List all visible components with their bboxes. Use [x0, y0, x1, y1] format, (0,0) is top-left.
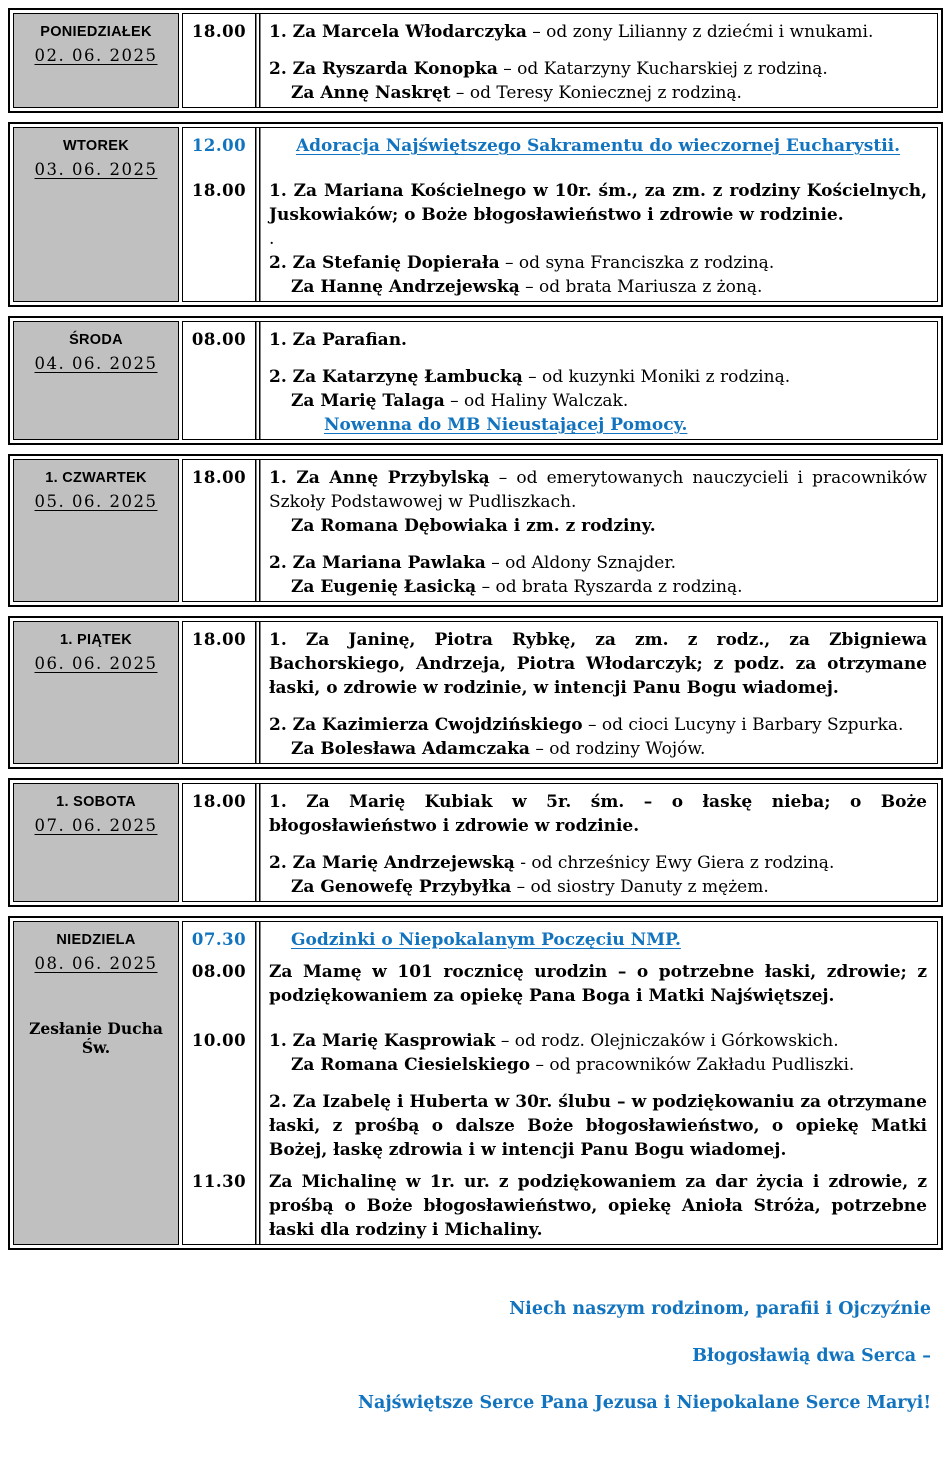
intention-text: – od Katarzyny Kucharskiej z rodziną. — [497, 59, 828, 79]
intention-line: Za Romana Dębowiaka i zm. z rodziny. — [291, 516, 656, 536]
intention-line — [269, 158, 927, 171]
intention-text: Za Hannę Andrzejewską — [291, 277, 520, 297]
intention-text: - od chrześnicy Ewy Giera z rodziną. — [514, 853, 835, 873]
day-row — [8, 916, 943, 1250]
intention-text: 2. Za Stefanię Dopierała — [269, 253, 500, 273]
intentions-cell — [255, 922, 937, 954]
blessing-line-2: Błogosławią dwa Serca – — [692, 1346, 931, 1366]
intention-line: . — [269, 229, 275, 249]
time-cell — [183, 784, 255, 901]
schedule-table — [8, 8, 943, 1250]
time-label: 08.00 — [191, 330, 247, 349]
intention-line — [269, 389, 927, 413]
intention-line — [269, 1008, 927, 1021]
intentions-grid — [182, 321, 938, 440]
intentions-grid — [182, 459, 938, 602]
intention-line: 1. Za Marię Kubiak w 5r. śm. – o łaskę nieba; o Boże błogosławieństwo i zdrowie w rodzinie. — [269, 792, 927, 836]
intention-text: Za Marię Talaga — [291, 391, 445, 411]
intention-text: 2. Za Mariana Pawlaka — [269, 553, 486, 573]
intention-line — [269, 737, 927, 761]
time-label: 07.30 — [191, 930, 247, 949]
day-cell — [13, 783, 179, 902]
intention-text: – od Haliny Walczak. — [444, 391, 629, 411]
intentions-cell — [255, 622, 937, 763]
time-cell — [183, 954, 255, 1023]
intention-text: – od Aldony Sznajder. — [485, 553, 676, 573]
intention-text: – od syna Franciszka z rodziną. — [499, 253, 775, 273]
intention-text: Za Eugenię Łasicką — [291, 577, 477, 597]
time-label: 12.00 — [191, 136, 247, 155]
intention-line: 1. Za Mariana Kościelnego w 10r. śm., za zm. z rodziny Kościelnych, Juskowiaków; o Boże błogosławieństwo i zdrowie w rodzinie. — [269, 181, 927, 225]
intention-line — [269, 538, 927, 551]
day-label: WTOREK — [63, 138, 129, 154]
intention-line — [269, 838, 927, 851]
intentions-cell — [255, 954, 937, 1023]
intention-line: Za Michalinę w 1r. ur. z podziękowaniem za dar życia i zdrowie, z prośbą o Boże błogosławieństwo, opiekę Anioła Stróża, potrzebne łaski dla rodziny i Michaliny. — [269, 1172, 927, 1240]
intention-line — [269, 1077, 927, 1090]
intention-text: – od emerytowanych nauczycieli i pracowników Szkoły Podstawowej w Pudliszkach. — [269, 468, 927, 512]
intention-line — [269, 1053, 927, 1077]
intention-text: 1. Za Marię Kasprowiak — [269, 1031, 496, 1051]
intention-text: – od cioci Lucyny i Barbary Szpurka. — [582, 715, 904, 735]
intention-text: 2. Za Marię Andrzejewską — [269, 853, 515, 873]
time-label: 10.00 — [191, 1031, 247, 1050]
intention-line — [269, 575, 927, 599]
day-date: 04. 06. 2025 — [34, 354, 158, 373]
intentions-cell — [255, 1164, 937, 1244]
intention-line: Godzinki o Niepokalanym Poczęciu NMP. — [291, 930, 681, 950]
time-cell — [183, 14, 255, 107]
intention-text: 2. Za Ryszarda Konopka — [269, 59, 498, 79]
day-cell — [13, 321, 179, 440]
day-row — [8, 454, 943, 607]
day-cell — [13, 13, 179, 108]
intentions-cell — [255, 460, 937, 601]
blessing-line-3: Najświętsze Serce Pana Jezusa i Niepokalane Serce Maryi! — [357, 1393, 931, 1413]
intention-line — [269, 365, 927, 389]
intention-line — [269, 44, 927, 57]
intention-line — [269, 275, 927, 299]
intentions-grid — [182, 127, 938, 302]
intention-line — [269, 851, 927, 875]
day-cell — [13, 621, 179, 764]
day-label: PONIEDZIAŁEK — [40, 24, 152, 40]
intention-text: Za Annę Naskręt — [291, 83, 451, 103]
intention-line — [269, 57, 927, 81]
day-date: 07. 06. 2025 — [34, 816, 158, 835]
day-label: 1. CZWARTEK — [45, 470, 147, 486]
time-cell — [183, 1164, 255, 1244]
intention-text: – od pracowników Zakładu Pudliszki. — [530, 1055, 855, 1075]
intention-line — [269, 251, 927, 275]
intention-text: 2. Za Katarzynę Łambucką — [269, 367, 523, 387]
intentions-cell — [255, 14, 937, 107]
intentions-cell — [255, 1023, 937, 1164]
intention-line: 1. Za Janinę, Piotra Rybkę, za zm. z rodz., za Zbigniewa Bachorskiego, Andrzeja, Piotra Włodarczyk; z podz. za otrzymane łaski, o zdrowie w rodzinie, w intencji Panu Bogu wiadomej. — [269, 630, 927, 698]
intention-text: – od zony Lilianny z dziećmi i wnukami. — [526, 22, 874, 42]
time-label: 11.30 — [191, 1172, 247, 1191]
time-cell — [183, 1023, 255, 1164]
day-row — [8, 122, 943, 307]
day-label: 1. PIĄTEK — [60, 632, 132, 648]
day-row — [8, 778, 943, 907]
intention-text: 2. Za Kazimierza Cwojdzińskiego — [269, 715, 583, 735]
intention-line — [269, 352, 927, 365]
intention-line: Za Mamę w 101 rocznicę urodzin – o potrzebne łaski, zdrowie; z podziękowaniem za opiekę Pana Boga i Matki Najświętszej. — [269, 962, 927, 1006]
day-date: 08. 06. 2025 — [34, 954, 158, 973]
day-date: 06. 06. 2025 — [34, 654, 158, 673]
intention-line — [269, 875, 927, 899]
time-label: 18.00 — [191, 468, 247, 487]
time-cell — [183, 128, 255, 173]
intention-line: Adoracja Najświętszego Sakramentu do wieczornej Eucharystii. — [295, 136, 901, 156]
intention-text: Za Bolesława Adamczaka — [291, 739, 530, 759]
day-row — [8, 316, 943, 445]
intention-line — [269, 20, 927, 44]
day-cell — [13, 921, 179, 1245]
day-date: 02. 06. 2025 — [34, 46, 158, 65]
intentions-grid — [182, 921, 938, 1245]
intention-text: – od rodziny Wojów. — [529, 739, 706, 759]
closing-blessing — [8, 1296, 943, 1416]
time-cell — [183, 322, 255, 439]
blessing-line-1: Niech naszym rodzinom, parafii i Ojczyźnie — [509, 1299, 931, 1319]
day-cell — [13, 459, 179, 602]
intention-text: – od brata Ryszarda z rodziną. — [476, 577, 743, 597]
intention-line: Nowenna do MB Nieustającej Pomocy. — [324, 415, 688, 435]
intention-line — [269, 700, 927, 713]
intentions-cell — [255, 322, 937, 439]
time-label: 18.00 — [191, 630, 247, 649]
intention-line — [269, 1029, 927, 1053]
intentions-cell — [255, 173, 937, 301]
intentions-grid — [182, 783, 938, 902]
intention-text: 1. Za Marcela Włodarczyka — [269, 22, 527, 42]
time-label: 18.00 — [191, 792, 247, 811]
intention-line: 1. Za Parafian. — [269, 330, 407, 350]
intention-line — [269, 551, 927, 575]
time-label: 18.00 — [191, 181, 247, 200]
intentions-grid — [182, 621, 938, 764]
day-row — [8, 8, 943, 113]
day-label: 1. SOBOTA — [56, 794, 136, 810]
intention-text: – od Teresy Koniecznej z rodziną. — [450, 83, 742, 103]
intention-text: 1. Za Annę Przybylską — [269, 468, 490, 488]
intention-line — [269, 466, 927, 514]
day-note: Zesłanie Ducha Św. — [29, 1019, 163, 1057]
intention-text: – od rodz. Olejniczaków i Górkowskich. — [495, 1031, 839, 1051]
intention-line — [269, 81, 927, 105]
day-cell — [13, 127, 179, 302]
day-row — [8, 616, 943, 769]
time-label: 18.00 — [191, 22, 247, 41]
intention-text: – od kuzynki Moniki z rodziną. — [522, 367, 791, 387]
day-date: 03. 06. 2025 — [34, 160, 158, 179]
intention-text: – od brata Mariusza z żoną. — [519, 277, 763, 297]
intentions-cell — [255, 784, 937, 901]
time-cell — [183, 922, 255, 954]
time-cell — [183, 460, 255, 601]
time-label: 08.00 — [191, 962, 247, 981]
intention-line: 2. Za Izabelę i Huberta w 30r. ślubu – w podziękowaniu za otrzymane łaski, z prośbą o dalsze Boże błogosławieństwo, o opiekę Matki Bożej, łaskę zdrowia i w intencji Panu Bogu wiadomej. — [269, 1092, 927, 1160]
intention-line — [269, 713, 927, 737]
day-date: 05. 06. 2025 — [34, 492, 158, 511]
intention-text: – od siostry Danuty z mężem. — [511, 877, 769, 897]
intention-text: Za Genowefę Przybyłka — [291, 877, 512, 897]
time-cell — [183, 622, 255, 763]
intention-text: Za Romana Ciesielskiego — [291, 1055, 531, 1075]
intentions-grid — [182, 13, 938, 108]
day-label: ŚRODA — [69, 332, 123, 348]
time-cell — [183, 173, 255, 301]
day-label: NIEDZIELA — [56, 932, 136, 948]
intentions-cell — [255, 128, 937, 173]
